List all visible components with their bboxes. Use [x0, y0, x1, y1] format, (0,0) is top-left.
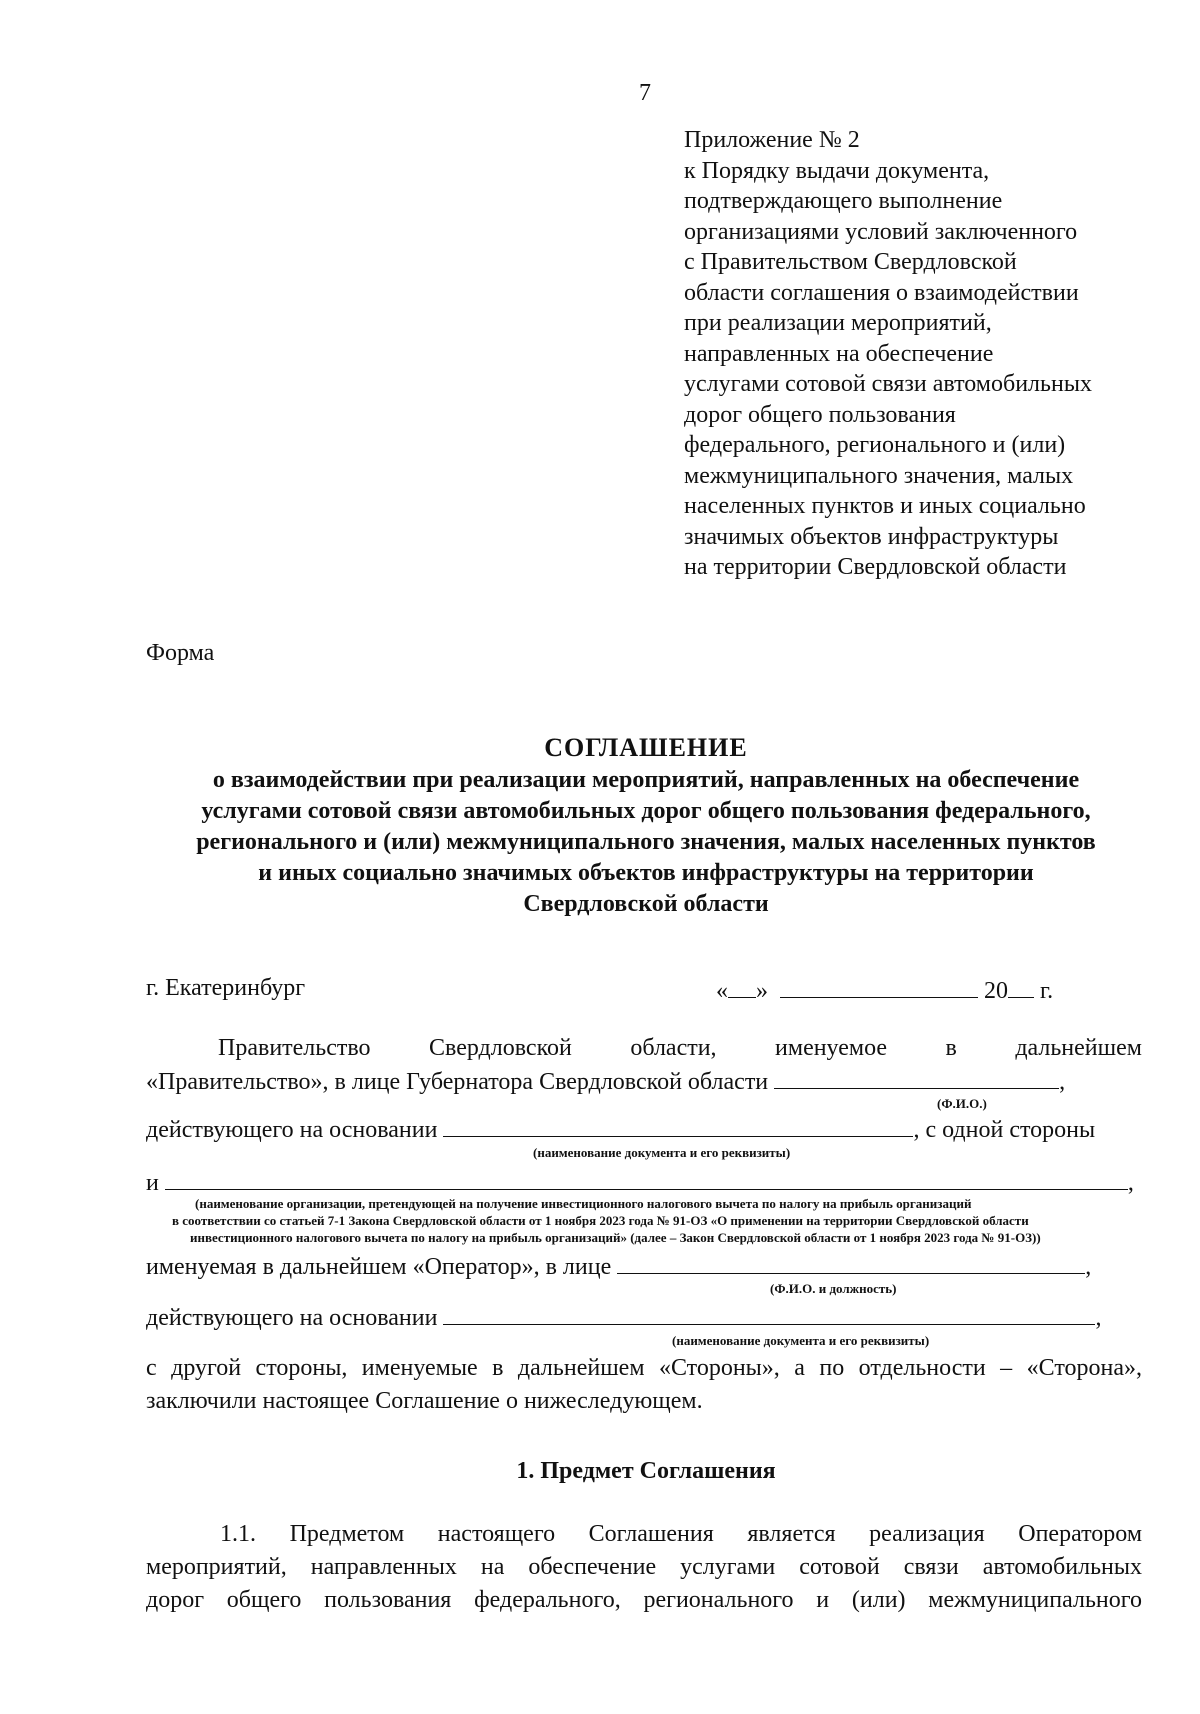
intro-word: в [945, 1035, 957, 1061]
title-heading: СОГЛАШЕНИЕ [544, 733, 748, 762]
page-number: 7 [639, 80, 651, 106]
intro-word: дальнейшем [1015, 1035, 1142, 1061]
title-line: услугами сотовой связи автомобильных дорог общего пользования федерального, [201, 798, 1091, 824]
appendix-line: на территории Свердловской области [684, 554, 1067, 580]
day-close-quote: » [756, 978, 768, 1004]
intro-word: области, [630, 1035, 717, 1061]
intro-word: именуемое [775, 1035, 888, 1061]
date-field [716, 975, 1053, 1005]
operator-rep-blank[interactable] [617, 1251, 1085, 1274]
gov-basis-doc-blank[interactable] [443, 1114, 913, 1137]
caption-doc-2: (наименование документа и его реквизиты) [672, 1333, 930, 1348]
intro-line-6 [146, 1302, 1146, 1332]
intro-word: Правительство [218, 1035, 371, 1061]
year-prefix: 20 [984, 978, 1008, 1004]
title-line: о взаимодействии при реализации мероприятий, направленных на обеспечение [212, 767, 1080, 793]
place-date-row [146, 975, 1146, 1002]
intro-line-4-end: , [1127, 1170, 1134, 1196]
title-line: Свердловской области [523, 891, 769, 917]
day-blank[interactable] [728, 975, 756, 998]
intro-line-2 [146, 1066, 1146, 1096]
caption-fio-position: (Ф.И.О. и должность) [770, 1281, 897, 1296]
appendix-heading [684, 125, 1092, 583]
appendix-line: услугами сотовой связи автомобильных [684, 371, 1092, 397]
year-suffix: г. [1040, 978, 1054, 1004]
appendix-line: подтверждающего выполнение [684, 188, 1003, 214]
intro-line-2-text: «Правительство», в лице Губернатора Свердловской области [146, 1069, 769, 1095]
appendix-line: федерального, регионального и (или) [684, 432, 1066, 458]
form-label: Форма [146, 640, 215, 666]
intro-line-7: с другой стороны, именуемые в дальнейшем «Стороны», а по отдельности – «Сторона», [146, 1355, 1142, 1381]
appendix-line: значимых объектов инфраструктуры [684, 523, 1059, 550]
intro-line-8: заключили настоящее Соглашение о нижеследующем. [146, 1388, 703, 1414]
intro-line-3-end: , с одной стороны [913, 1117, 1096, 1143]
caption-org-line: в соответствии со статьей 7-1 Закона Свердловской области от 1 ноября 2023 года № 91-ОЗ «О применении на территории Свердловской области [172, 1213, 1029, 1228]
intro-line-5 [146, 1251, 1146, 1281]
intro-line-1 [218, 1035, 1142, 1062]
appendix-line: с Правительством Свердловской [684, 249, 1017, 275]
caption-doc: (наименование документа и его реквизиты) [533, 1145, 791, 1160]
appendix-line: направленных на обеспечение [684, 340, 994, 367]
intro-line-6-end: , [1095, 1305, 1102, 1331]
appendix-line: населенных пунктов и иных социально [684, 493, 1086, 519]
appendix-line: при реализации мероприятий, [684, 310, 992, 336]
appendix-line: Приложение № 2 [684, 127, 860, 153]
governor-name-blank[interactable] [774, 1066, 1059, 1089]
operator-basis-doc-blank[interactable] [443, 1302, 1095, 1325]
day-open-quote: « [716, 978, 728, 1004]
paragraph-line: дорог общего пользования федерального, регионального и (или) межмуниципального [146, 1587, 1142, 1613]
intro-line-3 [146, 1114, 1142, 1144]
appendix-line: межмуниципального значения, малых [684, 462, 1074, 489]
year-blank[interactable] [1008, 975, 1034, 998]
paragraph-line: 1.1. Предметом настоящего Соглашения является реализация Оператором [220, 1521, 1142, 1547]
intro-line-5-end: , [1085, 1254, 1092, 1280]
city: г. Екатеринбург [146, 975, 306, 1001]
title-line: и иных социально значимых объектов инфраструктуры на территории [258, 860, 1034, 886]
appendix-line: организациями условий заключенного [684, 218, 1078, 245]
section-1-paragraph [146, 1518, 1142, 1617]
intro-line-4 [146, 1167, 1146, 1197]
caption-fio: (Ф.И.О.) [937, 1096, 987, 1111]
paragraph-line: мероприятий, направленных на обеспечение услугами сотовой связи автомобильных [146, 1554, 1142, 1580]
organization-name-blank[interactable] [165, 1167, 1128, 1190]
caption-org-line: (наименование организации, претендующей на получение инвестиционного налогового вычета по налогу на прибыль организаций [195, 1196, 972, 1211]
appendix-line: дорог общего пользования [684, 401, 956, 428]
intro-line-4-text: и [146, 1170, 159, 1196]
appendix-line: области соглашения о взаимодействии [684, 279, 1079, 306]
section-1-heading: 1. Предмет Соглашения [516, 1458, 776, 1484]
intro-line-5-text: именуемая в дальнейшем «Оператор», в лице [146, 1254, 612, 1280]
title-line: регионального и (или) межмуниципального значения, малых населенных пунктов [196, 829, 1096, 855]
intro-line-6-text: действующего на основании [146, 1305, 438, 1331]
intro-word: Свердловской [429, 1035, 572, 1061]
month-blank[interactable] [780, 975, 978, 998]
intro-line-2-end: , [1059, 1069, 1066, 1095]
document-title [146, 732, 1146, 920]
appendix-line: к Порядку выдачи документа, [684, 157, 990, 184]
caption-org-line: инвестиционного налогового вычета по налогу на прибыль организаций» (далее – Закон Свердловской области от 1 ноября 2023 года № 91-ОЗ)) [190, 1230, 1041, 1245]
intro-line-3-text: действующего на основании [146, 1117, 438, 1143]
